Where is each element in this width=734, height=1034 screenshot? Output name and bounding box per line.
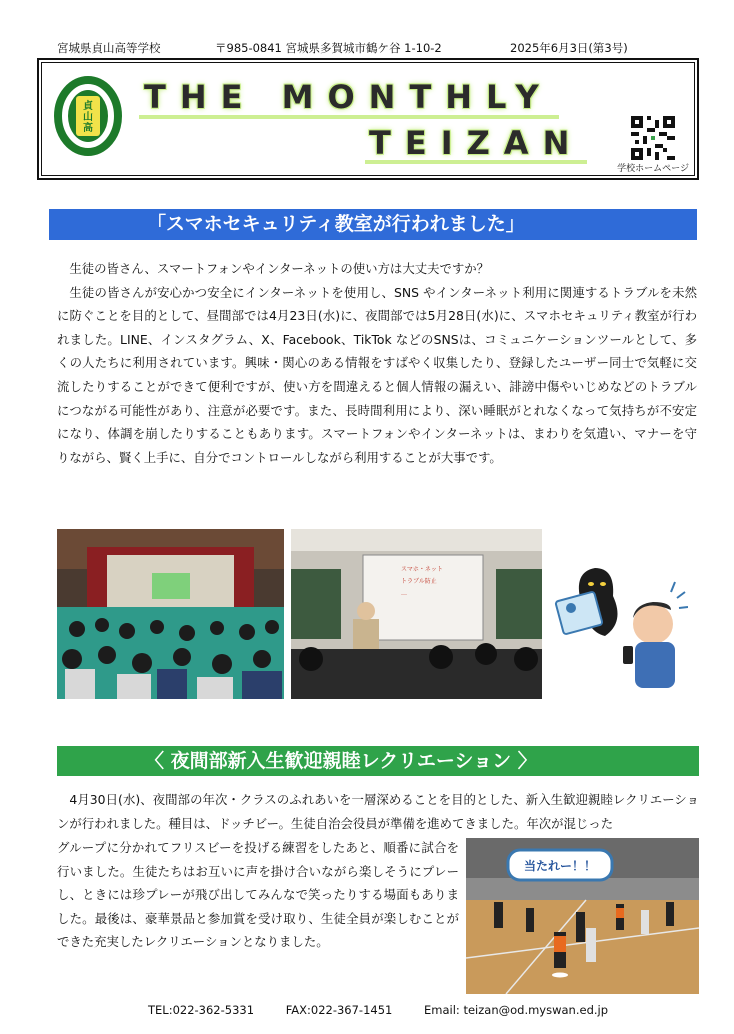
contact-footer bbox=[148, 1003, 636, 1017]
school-address: 〒985-0841 宮城県多賀城市鶴ケ谷 1-10-2 bbox=[215, 41, 442, 55]
article2-heading: 〈 夜間部新入生歓迎親睦レクリエーション 〉 bbox=[57, 746, 699, 776]
stage-screen bbox=[152, 573, 190, 599]
article2-paragraph-2-text: グループに分かれてフリスビーを投げる練習をしたあと、順番に試合を行いました。生徒たちはお互いに声を掛け合いながら楽しそうにプレーし、ときには珍プレーが飛び出してみんなで笑ったりする場面もありました。最後は、豪華景品と参加賞を受け取り、生徒全員が楽しむことができた充実したレクリエーションとなりました。 bbox=[57, 840, 459, 950]
article2-paragraph-2 bbox=[57, 836, 459, 954]
slide-line-1: スマホ・ネット bbox=[401, 566, 443, 573]
newsletter-title-line2: TEIZAN bbox=[369, 124, 584, 162]
article1-body bbox=[57, 257, 697, 469]
emblem-char-1: 貞 bbox=[83, 101, 93, 112]
article2-paragraph-1 bbox=[57, 788, 699, 835]
emblem-char-2: 山 bbox=[83, 112, 93, 123]
speech-bubble-text: 当たれー！！ bbox=[523, 859, 597, 873]
school-name: 宮城県貞山高等学校 bbox=[57, 41, 161, 55]
issue-info-line bbox=[57, 40, 697, 56]
photo-classroom-lecture bbox=[291, 529, 542, 699]
article2-paragraph-1-text: 4月30日(水)、夜間部の年次・クラスのふれあいを一層深めることを目的とした、新入生歓迎親睦レクリエーションが行われました。種目は、ドッチビー。生徒自治会役員が準備を進めてきました。年次が混じった bbox=[57, 792, 699, 831]
qr-code-icon[interactable] bbox=[631, 116, 675, 160]
article1-paragraph-2: 生徒の皆さんが安心かつ安全にインターネットを使用し、SNS やインターネット利用に関連するトラブルを未然に防ぐことを目的として、昼間部では4月23日(水)に、夜間部では5月28日(水)に、スマホセキュリティ教室が行われました。LINE、インスタグラム、X、Facebook、TikTok などのSNSは、コミュニケーションツールとして、多くの人たちに利用されています。興味・関心のある情報をすばやく収集したり、登録したユーザー同士で気軽に交流したりすることができて便利ですが、使い方を間違えると個人情報の漏えい、誹謗中傷やいじめなどのトラブルにつながる可能性があり、注意が必要です。また、長時間利用により、深い睡眠がとれなくなって気持ちが不安定になり、体調を崩したりすることもあります。スマートフォンやインターネットは、まわりを気遣い、マナーを守りながら、賢く上手に、自分でコントロールしながら利用することが大事です。 bbox=[57, 284, 697, 465]
sns-danger-illustration bbox=[553, 562, 688, 690]
school-emblem-icon bbox=[52, 76, 124, 158]
newsletter-title-line1: THE MONTHLY bbox=[144, 78, 553, 116]
emblem-char-3: 高 bbox=[83, 123, 93, 134]
qr-code-label: 学校ホームページ bbox=[617, 164, 689, 174]
slide-line-2: トラブル防止 bbox=[401, 578, 437, 585]
footer-tel: TEL:022-362-5331 bbox=[148, 1003, 255, 1017]
article1-heading: 「スマホセキュリティ教室が行われました」 bbox=[49, 209, 697, 240]
masthead bbox=[37, 58, 699, 180]
photo-gym-assembly bbox=[57, 529, 284, 699]
issue-date: 2025年6月3日(第3号) bbox=[510, 41, 628, 55]
article1-paragraph-1: 生徒の皆さん、スマートフォンやインターネットの使い方は大丈夫ですか？ bbox=[69, 261, 490, 276]
slide-line-3: … bbox=[401, 590, 407, 597]
photo-dodgebee-game bbox=[466, 838, 699, 994]
footer-email[interactable]: Email: teizan@od.myswan.ed.jp bbox=[424, 1003, 609, 1017]
footer-fax: FAX:022-367-1451 bbox=[285, 1003, 393, 1017]
